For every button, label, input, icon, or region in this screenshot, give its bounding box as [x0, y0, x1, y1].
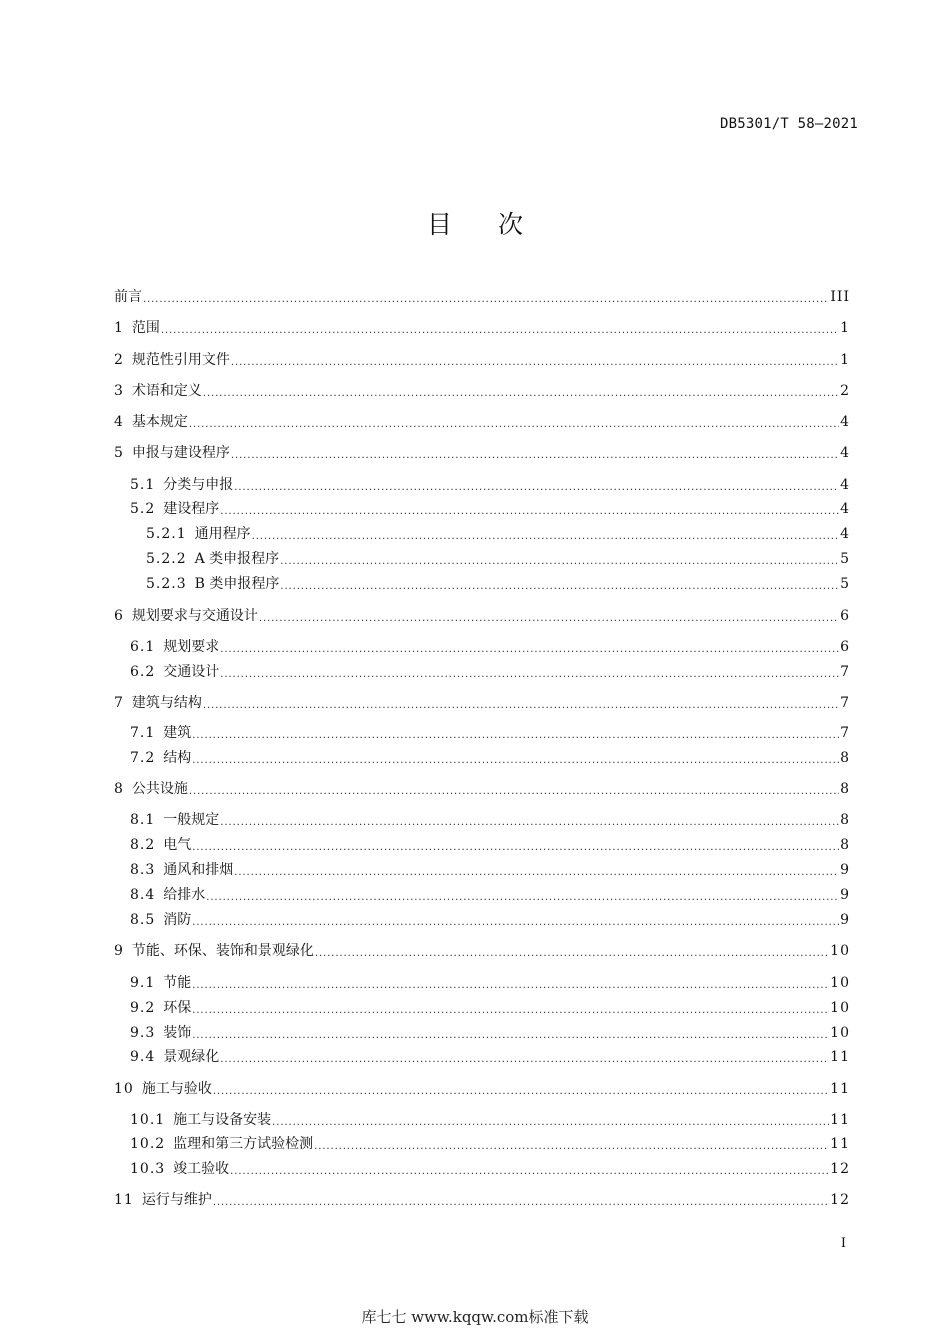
- toc-entry-title: 景观绿化: [163, 1049, 220, 1065]
- dot-leader: [259, 606, 839, 626]
- toc-entry-number: 9.4: [130, 1049, 156, 1065]
- toc-entry-title: 术语和定义: [131, 383, 202, 399]
- toc-entry-number: 8.5: [130, 912, 156, 928]
- toc-entry-title: A 类申报程序: [194, 551, 280, 567]
- toc-entry-page: 4: [840, 477, 850, 493]
- toc-entry-page: 11: [830, 1049, 850, 1065]
- toc-entry[interactable]: [114, 973, 850, 993]
- toc-entry-page: 1: [840, 352, 850, 368]
- toc-entry[interactable]: [114, 318, 850, 338]
- toc-entry-number: 10: [114, 1081, 134, 1097]
- watermark-text: 库七七 www.kqqw.com标准下载: [361, 1308, 589, 1326]
- toc-entry-number: 3: [114, 383, 124, 399]
- page-title: 目次: [426, 210, 569, 239]
- toc-entry-number: 8.4: [130, 887, 156, 903]
- toc-entry[interactable]: [114, 779, 850, 799]
- toc-entry-title: 一般规定: [163, 812, 220, 828]
- dot-leader: [192, 973, 829, 993]
- toc-entry-page: 10: [830, 1025, 850, 1041]
- toc-entry[interactable]: [114, 693, 850, 713]
- toc-entry-page: 11: [830, 1112, 850, 1128]
- dot-leader: [189, 779, 839, 799]
- toc-entry-number: 7.1: [130, 725, 156, 741]
- dot-leader: [234, 475, 839, 495]
- dot-leader: [272, 1110, 829, 1130]
- dot-leader: [192, 723, 839, 743]
- dot-leader: [231, 350, 839, 370]
- toc-entry[interactable]: [114, 1023, 850, 1043]
- toc-entry-page: 9: [840, 912, 850, 928]
- toc-entry-page: 6: [840, 608, 850, 624]
- toc-entry-title: 节能、环保、装饰和景观绿化: [131, 943, 314, 959]
- toc-entry-page: 8: [840, 837, 850, 853]
- toc-entry-title: 节能: [163, 975, 192, 991]
- toc-entry-number: 2: [114, 352, 124, 368]
- toc-entry[interactable]: [114, 606, 850, 626]
- dot-leader: [230, 1159, 829, 1179]
- toc-entry-title: 申报与建设程序: [131, 445, 230, 461]
- toc-entry-number: 5.2.3: [146, 576, 187, 592]
- toc-entry-page: 5: [840, 576, 850, 592]
- toc-entry-title: 竣工验收: [173, 1161, 230, 1177]
- dot-leader: [189, 412, 839, 432]
- toc-entry[interactable]: [114, 1159, 850, 1179]
- toc-entry[interactable]: [114, 443, 850, 463]
- toc-entry[interactable]: [114, 499, 850, 519]
- toc-entry[interactable]: [114, 662, 850, 682]
- toc-entry-page: 4: [840, 501, 850, 517]
- toc-entry[interactable]: [114, 910, 850, 930]
- toc-entry-number: 9.2: [130, 1000, 156, 1016]
- toc-entry-page: 7: [840, 725, 850, 741]
- dot-leader: [192, 1023, 829, 1043]
- toc-entry[interactable]: [114, 723, 850, 743]
- dot-leader: [143, 287, 829, 307]
- toc-entry-page: 12: [830, 1161, 850, 1177]
- dot-leader: [192, 835, 839, 855]
- toc-entry-number: 6: [114, 608, 124, 624]
- dot-leader: [231, 443, 839, 463]
- toc-entry-number: 5.2.2: [146, 551, 187, 567]
- dot-leader: [220, 499, 839, 519]
- toc-entry-page: 10: [830, 943, 850, 959]
- toc-entry-title: 规划要求: [163, 639, 220, 655]
- toc-entry-title: 建设程序: [163, 501, 220, 517]
- toc-entry[interactable]: [114, 524, 850, 544]
- dot-leader: [315, 941, 829, 961]
- toc-entry-title: 分类与申报: [163, 477, 234, 493]
- toc-entry-page: 8: [840, 750, 850, 766]
- toc-entry[interactable]: [114, 998, 850, 1018]
- toc-entry-title: 公共设施: [131, 781, 188, 797]
- toc-entry-title: 给排水: [163, 887, 206, 903]
- toc-entry-number: 10.1: [130, 1112, 166, 1128]
- toc-entry[interactable]: [114, 810, 850, 830]
- dot-leader: [213, 1079, 829, 1099]
- toc-entry-page: 6: [840, 639, 850, 655]
- toc-entry[interactable]: [114, 1110, 850, 1130]
- toc-entry-title: 建筑: [163, 725, 192, 741]
- toc-entry-page: III: [830, 289, 850, 305]
- dot-leader: [220, 662, 839, 682]
- dot-leader: [234, 860, 839, 880]
- toc-entry-title: 通用程序: [194, 526, 251, 542]
- toc-entry-title: 建筑与结构: [131, 695, 202, 711]
- toc-entry-title: 前言: [114, 289, 142, 305]
- toc-entry-title: 通风和排烟: [163, 862, 234, 878]
- toc-entry-page: 8: [840, 812, 850, 828]
- toc-entry-page: 4: [840, 445, 850, 461]
- toc-entry-page: 9: [840, 862, 850, 878]
- toc-entry-number: 5.2: [130, 501, 156, 517]
- toc-entry-page: 1: [840, 320, 850, 336]
- toc-entry-page: 2: [840, 383, 850, 399]
- toc-entry-page: 12: [830, 1192, 850, 1208]
- toc-entry[interactable]: [114, 574, 850, 594]
- toc-entry-number: 5: [114, 445, 124, 461]
- toc-entry-number: 8.2: [130, 837, 156, 853]
- toc-entry-title: 范围: [131, 320, 160, 336]
- toc-entry[interactable]: [114, 412, 850, 432]
- toc-entry-page: 7: [840, 695, 850, 711]
- toc-entry-page: 10: [830, 975, 850, 991]
- dot-leader: [220, 637, 839, 657]
- toc-entry-number: 11: [114, 1192, 134, 1208]
- toc-entry-number: 6.2: [130, 664, 156, 680]
- dot-leader: [161, 318, 839, 338]
- toc-entry-title: 交通设计: [163, 664, 220, 680]
- dot-leader: [192, 748, 839, 768]
- toc-entry[interactable]: [114, 860, 850, 880]
- toc-entry[interactable]: [114, 350, 850, 370]
- toc-entry[interactable]: [114, 1190, 850, 1210]
- dot-leader: [206, 885, 839, 905]
- toc-entry-number: 9: [114, 943, 124, 959]
- toc-entry-title: 监理和第三方试验检测: [173, 1136, 314, 1152]
- toc-entry-page: 7: [840, 664, 850, 680]
- toc-entry-title: 装饰: [163, 1025, 192, 1041]
- toc-entry-number: 9.3: [130, 1025, 156, 1041]
- document-code: DB5301/T 58—2021: [719, 116, 858, 132]
- toc-entry-page: 10: [830, 1000, 850, 1016]
- toc-entry-number: 6.1: [130, 639, 156, 655]
- toc-entry-title: 施工与设备安装: [173, 1112, 272, 1128]
- toc-entry[interactable]: [114, 941, 850, 961]
- toc-entry-number: 10.3: [130, 1161, 166, 1177]
- toc-entry[interactable]: [114, 637, 850, 657]
- toc-entry-number: 4: [114, 414, 124, 430]
- toc-entry-page: 11: [830, 1081, 850, 1097]
- page-number: I: [840, 1236, 846, 1251]
- toc-entry-page: 4: [840, 526, 850, 542]
- toc-entry-title: 消防: [163, 912, 192, 928]
- toc-entry-number: 7: [114, 695, 124, 711]
- toc-entry[interactable]: [114, 1047, 850, 1067]
- toc-entry[interactable]: [114, 885, 850, 905]
- dot-leader: [280, 549, 839, 569]
- dot-leader: [220, 810, 839, 830]
- toc-entry-number: 9.1: [130, 975, 156, 991]
- toc-entry-title: 施工与验收: [141, 1081, 212, 1097]
- toc-entry-title: 规范性引用文件: [131, 352, 230, 368]
- toc-entry[interactable]: [114, 475, 850, 495]
- toc-entry-title: B 类申报程序: [194, 576, 280, 592]
- toc-entry[interactable]: [114, 287, 850, 307]
- toc-entry-page: 4: [840, 414, 850, 430]
- dot-leader: [280, 574, 839, 594]
- dot-leader: [192, 910, 839, 930]
- toc-entry[interactable]: [114, 835, 850, 855]
- toc-entry-title: 运行与维护: [141, 1192, 212, 1208]
- toc-entry-number: 5.1: [130, 477, 156, 493]
- toc-entry[interactable]: [114, 381, 850, 401]
- dot-leader: [213, 1190, 829, 1210]
- toc-entry-number: 8.3: [130, 862, 156, 878]
- toc-entry[interactable]: [114, 549, 850, 569]
- toc-entry-number: 7.2: [130, 750, 156, 766]
- toc-entry-number: 8.1: [130, 812, 156, 828]
- toc-entry-page: 11: [830, 1136, 850, 1152]
- toc-entry[interactable]: [114, 1134, 850, 1154]
- dot-leader: [314, 1134, 829, 1154]
- toc-entry-number: 5.2.1: [146, 526, 187, 542]
- toc-entry-number: 10.2: [130, 1136, 166, 1152]
- toc-entry-title: 基本规定: [131, 414, 188, 430]
- toc-entry[interactable]: [114, 1079, 850, 1099]
- toc-entry-page: 5: [840, 551, 850, 567]
- toc-entry-title: 规划要求与交通设计: [131, 608, 258, 624]
- toc-entry-title: 电气: [163, 837, 192, 853]
- toc-entry[interactable]: [114, 748, 850, 768]
- dot-leader: [220, 1047, 829, 1067]
- toc-entry-page: 9: [840, 887, 850, 903]
- dot-leader: [252, 524, 839, 544]
- dot-leader: [203, 693, 839, 713]
- toc-entry-title: 结构: [163, 750, 192, 766]
- toc-entry-number: 8: [114, 781, 124, 797]
- dot-leader: [203, 381, 839, 401]
- toc-entry-title: 环保: [163, 1000, 192, 1016]
- toc-entry-number: 1: [114, 320, 124, 336]
- dot-leader: [192, 998, 829, 1018]
- toc-entry-page: 8: [840, 781, 850, 797]
